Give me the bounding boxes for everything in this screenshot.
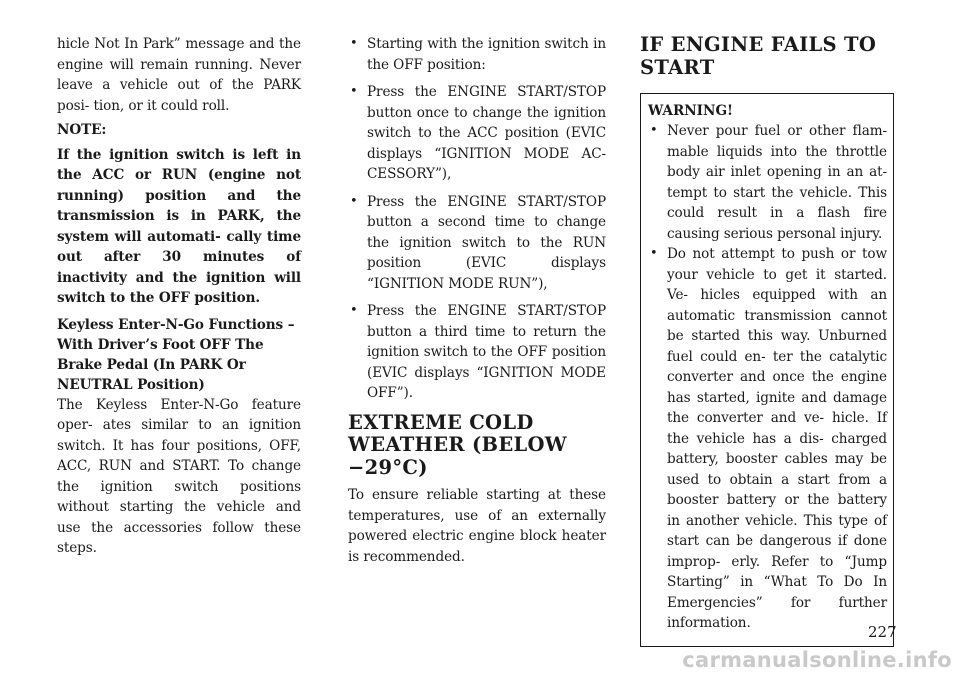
list-item: • Do not attempt to push or tow your vehicle to get it started. Ve- hicles equipped with an automatic transmission cannot be started this way. Unburned fuel could en- ter the catalytic converter and once the engine has started, ignite and damage the converter and ve- hicle. If the vehicle has a dis- charged battery, booster cables may be used to obtain a start from a booster battery or the battery in another vehicle. This type of start can be dangerous if done improp- erly. Refer to “Jump Starting” in “What To Do In Emergencies” for further information. (648, 244, 887, 634)
extreme-cold-paragraph: To ensure reliable starting at these temperatures, use of an externally powered electric engine block heater is recommended. (348, 487, 606, 565)
extreme-cold-heading: EXTREME COLD WEATHER (BELOW −29°C) (348, 410, 567, 479)
note-paragraph: If the ignition switch is left in the ACC or RUN (engine not running) position and the transmission is in PARK, the system will automati- cally time out after 30 minutes of inactivity and the ignition will switch to the OFF position. (57, 146, 301, 306)
note-label: NOTE: (57, 122, 107, 138)
ignition-steps-list (348, 34, 606, 404)
warning-list (648, 121, 887, 634)
watermark-logo: carmanualsonline.info (682, 648, 952, 672)
column-right (640, 34, 894, 647)
list-item: • Press the ENGINE START/STOP button a second time to change the ignition switch to the RUN position (EVIC displays “IGNITION MODE RUN”), (348, 192, 606, 295)
warning-box (640, 93, 894, 647)
list-item: • Never pour fuel or other flam- mable liquids into the throttle body air inlet opening in an at- tempt to start the vehicle. This could result in a flash fire causing serious personal injury. (648, 121, 887, 244)
column-left (57, 34, 301, 563)
engine-fails-heading: IF ENGINE FAILS TO START (640, 33, 877, 79)
page-number: 227 (868, 623, 897, 641)
warning-title: WARNING! (648, 103, 734, 119)
keyless-functions-subheading: Keyless Enter-N-Go Functions – With Driver’s Foot OFF The Brake Pedal (In PARK Or NEUTRAL Position) (57, 316, 295, 393)
intro-paragraph: hicle Not In Park” message and the engine will remain running. Never leave a vehicle out of the PARK posi- tion, or it could roll. (57, 36, 301, 114)
list-item: • Starting with the ignition switch in the OFF position: (348, 34, 606, 75)
list-item: • Press the ENGINE START/STOP button a third time to return the ignition switch to the OFF position (EVIC displays “IGNITION MODE OFF”). (348, 301, 606, 404)
column-middle (348, 34, 606, 571)
list-item: • Press the ENGINE START/STOP button once to change the ignition switch to the ACC position (EVIC displays “IGNITION MODE AC- CESSORY”), (348, 82, 606, 185)
keyless-body-paragraph: The Keyless Enter-N-Go feature oper- ates similar to an ignition switch. It has four positions, OFF, ACC, RUN and START. To change the ignition switch positions without starting the vehicle and use the accessories follow these steps. (57, 396, 301, 556)
